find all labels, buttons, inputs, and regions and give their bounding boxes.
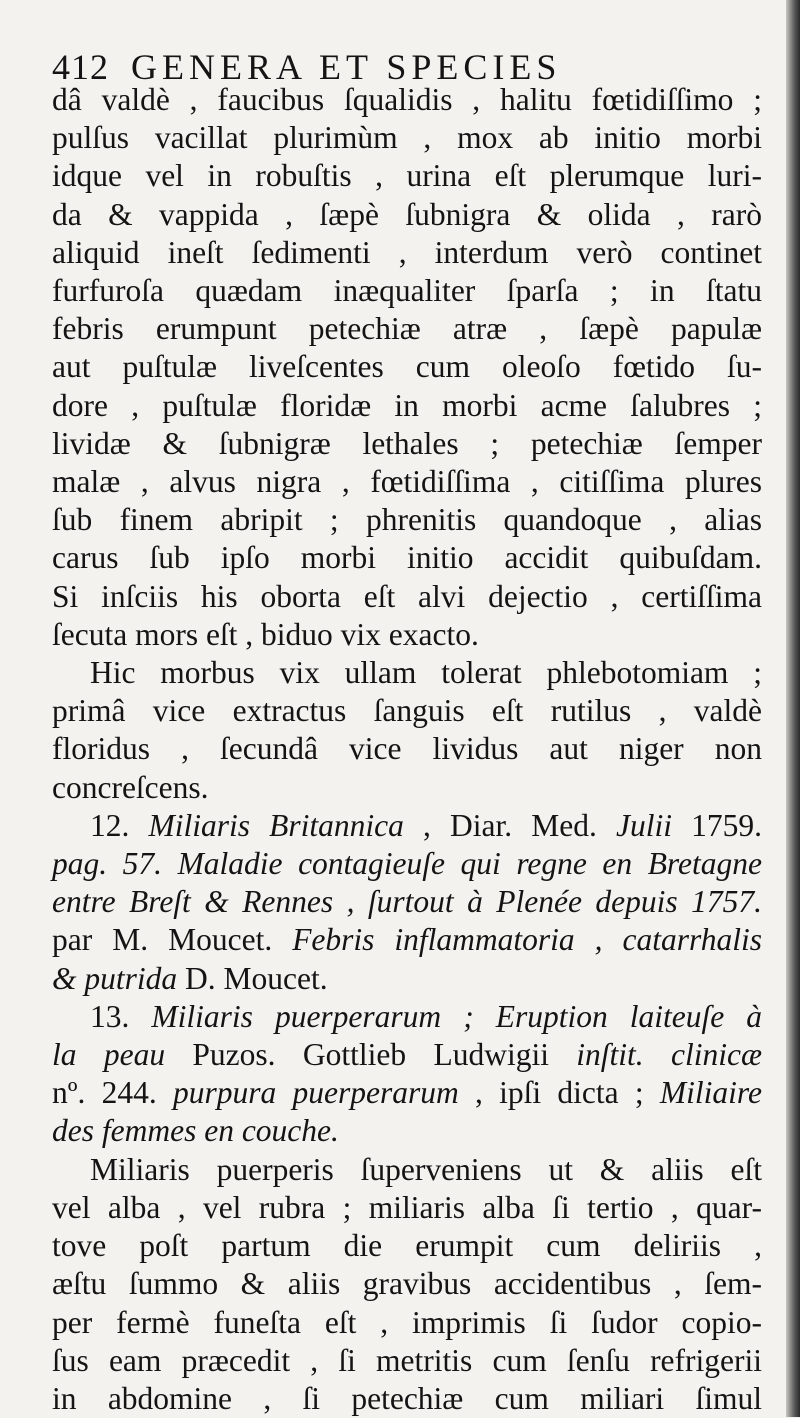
italic-span: Miliaris Britannica (148, 807, 404, 843)
italic-span: Julii (616, 807, 673, 843)
italic-span: & putrida (52, 960, 178, 996)
italic-span: Miliaris puerperarum ; Eruption laiteuſe à (151, 998, 762, 1034)
text-line: da & vappida , ſæpè ſubnigra & olida , rarò (52, 196, 762, 232)
text-line: lividæ & ſubnigræ lethales ; petechiæ ſemper (52, 425, 762, 461)
roman-span: nº. 244. (52, 1075, 174, 1111)
roman-span: Puzos. Gottlieb Ludwigii (165, 1037, 577, 1073)
text-line: in abdomine , ſi petechiæ cum miliari ſimul (52, 1380, 762, 1416)
italic-span: des femmes en couche. (52, 1113, 339, 1149)
text-line: aliquid ineſt ſedimenti , interdum verò continet (52, 234, 762, 270)
text-line (52, 1112, 762, 1150)
italic-span: pag. 57. Maladie contagieuſe qui regne en Bretagne (52, 846, 762, 882)
text-line: pulſus vacillat plurimùm , mox ab initio morbi (52, 120, 762, 156)
italic-span: purpura puerperarum (173, 1075, 459, 1111)
text-line: carus ſub ipſo morbi initio accidit quibuſdam. (52, 540, 762, 576)
italic-span: Miliaire (659, 1075, 762, 1111)
text-line (52, 1036, 762, 1074)
text-line (52, 1074, 762, 1112)
italic-span: Febris inflammatoria , catarrhalis (292, 922, 762, 958)
text-line: dore , puſtulæ floridæ in morbi acme ſalubres ; (52, 387, 762, 423)
text-line: furfuroſa quædam inæqualiter ſparſa ; in ſtatu (52, 273, 762, 309)
text-line: Hic morbus vix ullam tolerat phlebotomiam ; (90, 655, 762, 691)
text-line: vel alba , vel rubra ; miliaris alba ſi tertio , quar- (52, 1189, 762, 1225)
text-line: malæ , alvus nigra , fœtidiſſima , citiſſima plures (52, 464, 762, 500)
text-line: ſus eam præcedit , ſi metritis cum ſenſu refrigerii (52, 1342, 762, 1378)
text-line (52, 960, 762, 998)
roman-span: , Diar. Med. (403, 807, 617, 843)
text-line: ſecuta mors eſt , biduo vix exacto. (52, 616, 479, 652)
text-line (52, 883, 762, 921)
text-line (52, 998, 762, 1036)
text-line (52, 845, 762, 883)
text-line: Si inſciis his oborta eſt alvi dejectio , certiſſima (52, 578, 762, 614)
roman-span: 12. (90, 807, 149, 843)
text-line: concreſcens. (52, 769, 209, 805)
text-line (52, 921, 762, 959)
italic-span: entre Breſt & Rennes , ſurtout à Plenée depuis 1757. (52, 884, 762, 920)
italic-span: inſtit. clinicæ (576, 1037, 762, 1073)
text-line (52, 807, 762, 845)
text-line: Miliaris puerperis ſuperveniens ut & aliis eſt (90, 1151, 762, 1187)
text-line: floridus , ſecundâ vice lividus aut niger non (52, 731, 762, 767)
text-line: tove poſt partum die erumpit cum deliriis , (52, 1228, 762, 1264)
page-number: 412 (52, 47, 109, 87)
text-line: primâ vice extractus ſanguis eſt rutilus , valdè (52, 693, 762, 729)
text-line: aut puſtulæ liveſcentes cum oleoſo fœtido ſu- (52, 349, 762, 385)
roman-span: 13. (90, 998, 152, 1034)
text-line: per fermè funeſta eſt , imprimis ſi ſudor copio- (52, 1304, 762, 1340)
text-line: ſub finem abripit ; phrenitis quandoque , alias (52, 502, 762, 538)
roman-span: , ipſi dicta ; (458, 1075, 660, 1111)
text-line: idque vel in robuſtis , urina eſt plerumque luri- (52, 158, 762, 194)
text-line: dâ valdè , faucibus ſqualidis , halitu fœtidiſſimo ; (52, 82, 762, 117)
header-title: GENERA ET SPECIES (131, 47, 562, 87)
body-text (52, 81, 762, 1418)
text-line: æſtu ſummo & aliis gravibus accidentibus , ſem- (52, 1266, 762, 1302)
roman-span: 1759. (672, 807, 763, 843)
roman-span: D. Moucet. (177, 960, 328, 996)
italic-span: la peau (52, 1037, 166, 1073)
roman-span: par M. Moucet. (52, 922, 293, 958)
page-edge-shadow (786, 0, 800, 1417)
text-line: febris erumpunt petechiæ atræ , ſæpè papulæ (52, 311, 762, 347)
